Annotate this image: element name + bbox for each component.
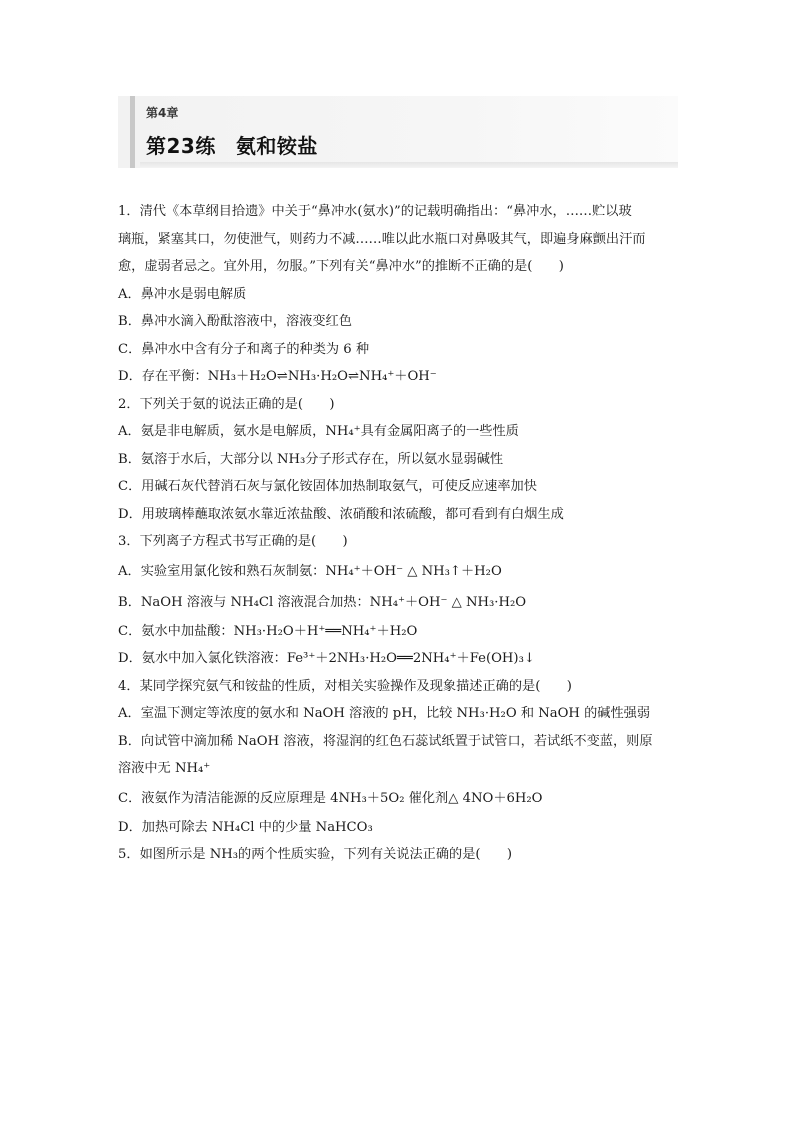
question-2	[118, 391, 680, 529]
question-4-option-b-line2: 溶液中无 NH₄⁺	[118, 761, 211, 776]
question-1-stem-line2: 璃瓶，紧塞其口，勿使泄气，则药力不减……唯以此水瓶口对鼻吸其气，即遍身麻颤出汗而	[118, 231, 646, 247]
header-accent-bar	[130, 96, 135, 168]
question-1-option-c: C．鼻冲水中含有分子和离子的种类为 6 种	[118, 341, 370, 357]
question-2-option-c: C．用碱石灰代替消石灰与氯化铵固体加热制取氨气，可使反应速率加快	[118, 479, 537, 494]
question-1-option-d: D．存在平衡：NH₃＋H₂O⇌NH₃·H₂O⇌NH₄⁺＋OH⁻	[118, 369, 437, 384]
question-2-option-b: B．氨溶于水后，大部分以 NH₃分子形式存在，所以氨水显弱碱性	[118, 451, 504, 467]
question-3-option-b: B．NaOH 溶液与 NH₄Cl 溶液混合加热：NH₄⁺＋OH⁻ △ NH₃·H₂O	[118, 594, 527, 610]
question-2-stem: 2．下列关于氨的说法正确的是( )	[118, 396, 335, 412]
lesson-topic: 氨和铵盐	[235, 134, 318, 158]
lesson-number: 第23练	[146, 134, 216, 158]
question-1	[118, 198, 680, 391]
question-3-option-a: A．实验室用氯化铵和熟石灰制氨：NH₄⁺＋OH⁻ △ NH₃↑＋H₂O	[118, 563, 502, 579]
question-4-option-c: C．液氨作为清洁能源的反应原理是 4NH₃＋5O₂ 催化剂△ 4NO＋6H₂O	[118, 790, 543, 806]
question-4	[118, 673, 680, 842]
header-shadow	[140, 162, 678, 168]
question-5-stem: 5．如图所示是 NH₃的两个性质实验，下列有关说法正确的是( )	[118, 847, 513, 862]
question-1-stem-line1: 1．清代《本草纲目拾遗》中关于“鼻冲水(氨水)”的记载明确指出：“鼻冲水，……贮以玻	[118, 204, 632, 219]
question-3	[118, 528, 680, 673]
exercise-content	[118, 198, 680, 869]
question-2-option-d: D．用玻璃棒蘸取浓氨水靠近浓盐酸、浓硝酸和浓硫酸，都可看到有白烟生成	[118, 506, 564, 522]
question-3-stem: 3．下列离子方程式书写正确的是( )	[118, 534, 348, 549]
question-1-option-a: A．鼻冲水是弱电解质	[118, 286, 247, 302]
question-2-option-a: A．氨是非电解质，氨水是电解质，NH₄⁺具有金属阳离子的一些性质	[118, 424, 519, 439]
question-1-option-b: B．鼻冲水滴入酚酞溶液中，溶液变红色	[118, 314, 352, 329]
chapter-label: 第4章	[146, 106, 179, 120]
lesson-title	[146, 130, 338, 159]
question-4-option-d: D．加热可除去 NH₄Cl 中的少量 NaHCO₃	[118, 819, 373, 835]
question-4-option-b-line1: B．向试管中滴加稀 NaOH 溶液，将湿润的红色石蕊试纸置于试管口，若试纸不变蓝，则原	[118, 733, 653, 749]
question-4-stem: 4．某同学探究氨气和铵盐的性质，对相关实验操作及现象描述正确的是( )	[118, 678, 572, 694]
question-3-option-c: C．氨水中加盐酸：NH₃·H₂O＋H⁺══NH₄⁺＋H₂O	[118, 623, 418, 639]
question-1-stem-line3: 愈，虚弱者忌之。宜外用，勿服。”下列有关“鼻冲水”的推断不正确的是( )	[118, 259, 564, 274]
question-5	[118, 841, 680, 869]
question-4-option-a: A．室温下测定等浓度的氨水和 NaOH 溶液的 pH，比较 NH₃·H₂O 和 NaOH 的碱性强弱	[118, 706, 651, 721]
question-3-option-d: D．氨水中加入氯化铁溶液：Fe³⁺＋2NH₃·H₂O══2NH₄⁺＋Fe(OH)₃↓	[118, 651, 535, 666]
